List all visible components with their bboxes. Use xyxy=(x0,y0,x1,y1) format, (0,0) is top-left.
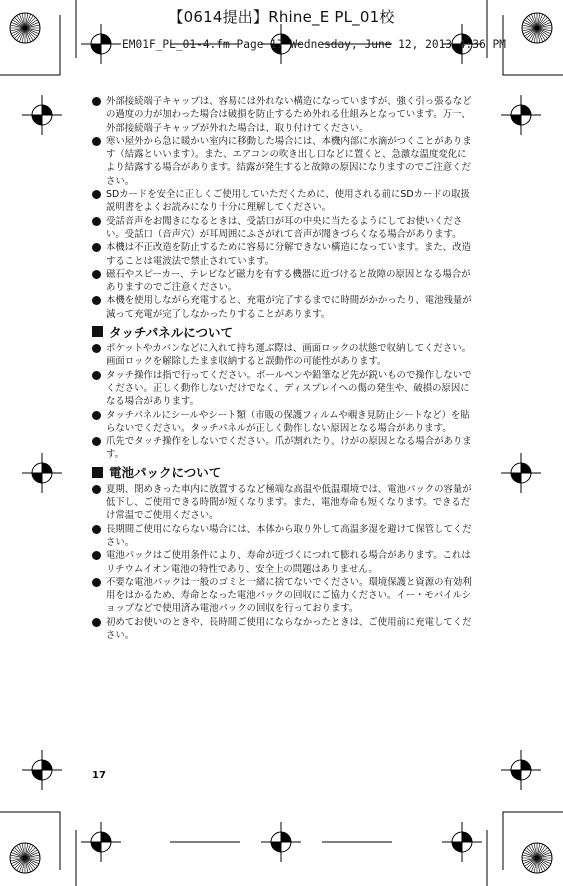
bullet-icon xyxy=(92,97,101,106)
bullet-icon xyxy=(92,270,101,279)
print-header-line: EM01F_PL_01-4.fm Page 17 Wednesday, June 12, 2013 4:36 PM xyxy=(122,38,506,51)
list-item: 本機は不正改造を防止するために容易に分解できない構造になっています。また、改造することは電波法で禁止されています。 xyxy=(92,241,473,268)
list-item: 爪先でタッチ操作をしないでください。爪が割れたり、けがの原因となる場合があります。 xyxy=(92,435,473,462)
list-item: 寒い屋外から急に暖かい室内に移動した場合には、本機内部に水滴がつくことがあります（結露といいます）。また、エアコンの吹き出し口などに置くと、急激な温度変化により結露する場合があります。結露が発生すると故障の原因になりますのでご注意ください。 xyxy=(92,135,473,188)
list-item: SDカードを安全に正しくご使用していただくために、使用される前にSDカードの取扱説明書をよくお読みになり十分に理解してください。 xyxy=(92,188,473,215)
list-item: 受話音声をお聞きになるときは、受話口が耳の中央に当たるようにしてお使いください。受話口（音声穴）が耳周囲にふさがれて音声が聞きづらくなる場合があります。 xyxy=(92,215,473,242)
bullet-icon xyxy=(92,525,101,534)
list-item: 外部接続端子キャップは、容易には外れない構造になっていますが、強く引っ張るなどの過度の力が加わった場合は破損を防止するため外れる仕組みとなっています。万一、外部接続端子キャップが外れた場合は、取り付けてください。 xyxy=(92,95,473,135)
square-bullet-icon xyxy=(92,467,103,478)
section-heading-touch-panel: タッチパネルについて xyxy=(92,323,473,340)
bullet-icon xyxy=(92,618,101,627)
bullet-icon xyxy=(92,296,101,305)
bullet-icon xyxy=(92,137,101,146)
bullet-icon xyxy=(92,190,101,199)
bullet-icon xyxy=(92,578,101,587)
battery-list xyxy=(92,483,473,643)
bullet-icon xyxy=(92,551,101,560)
bullet-icon xyxy=(92,371,101,380)
list-item: 夏期、閉めきった車内に放置するなど極端な高温や低温環境では、電池パックの容量が低下し、ご使用できる時間が短くなります。また、電池寿命も短くなります。できるだけ常温でご使用ください。 xyxy=(92,483,473,523)
bullet-icon xyxy=(92,243,101,252)
list-item: 本機を使用しながら充電すると、充電が完了するまでに時間がかかったり、電池残量が減って充電が完了しなかったりすることがあります。 xyxy=(92,294,473,321)
bullet-icon xyxy=(92,485,101,494)
bullets-top xyxy=(92,95,473,321)
list-item: 不要な電池パックは一般のゴミと一緒に捨てないでください。環境保護と資源の有効利用をはかるため、寿命となった電池パックの回収にご協力ください。イー・モバイルショップなどで使用済み電池パックの回収を行っております。 xyxy=(92,576,473,616)
page-number: 17 xyxy=(92,770,106,781)
page-content xyxy=(92,95,473,642)
list-item: 初めてお使いのときや、長時間ご使用にならなかったときは、ご使用前に充電してください。 xyxy=(92,616,473,643)
bullet-icon xyxy=(92,437,101,446)
list-item: ポケットやカバンなどに入れて持ち運ぶ際は、画面ロックの状態で収納してください。画面ロックを解除したまま収納すると誤動作の可能性があります。 xyxy=(92,342,473,369)
bullet-icon xyxy=(92,217,101,226)
bullet-icon xyxy=(92,344,101,353)
square-bullet-icon xyxy=(92,326,103,337)
list-item: タッチ操作は指で行ってください。ボールペンや鉛筆など先が鋭いもので操作しないでください。正しく動作しないだけでなく、ディスプレイへの傷の発生や、破損の原因になる場合があります。 xyxy=(92,369,473,409)
bullet-icon xyxy=(92,411,101,420)
section-heading-battery: 電池パックについて xyxy=(92,464,473,481)
list-item: タッチパネルにシールやシート類（市販の保護フィルムや覗き見防止シートなど）を貼らないでください。タッチパネルが正しく動作しない原因となる場合があります。 xyxy=(92,409,473,436)
list-item: 長期間ご使用にならない場合には、本体から取り外して高温多湿を避けて保管してください。 xyxy=(92,523,473,550)
list-item: 電池パックはご使用条件により、寿命が近づくにつれて膨れる場合があります。これはリチウムイオン電池の特性であり、安全上の問題はありません。 xyxy=(92,549,473,576)
print-job-title: 【0614提出】Rhine_E PL_01校 xyxy=(168,8,395,26)
list-item: 磁石やスピーカー、テレビなど磁力を有する機器に近づけると故障の原因となる場合がありますのでご注意ください。 xyxy=(92,268,473,295)
touch-panel-list xyxy=(92,342,473,462)
